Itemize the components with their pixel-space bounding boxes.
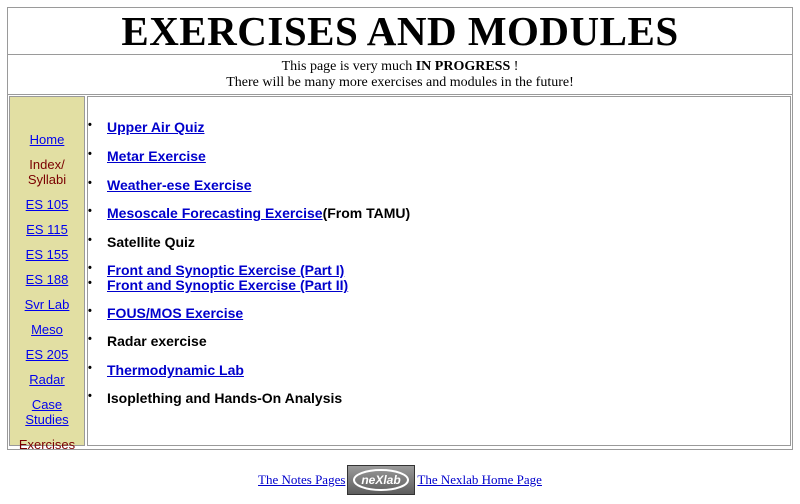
bullet-icon: • [88,390,92,402]
sidebar-item-index: Index/ [29,157,65,172]
exercise-link-mesoscale[interactable]: Mesoscale Forecasting Exercise [107,205,323,221]
exercise-item-isoplething: Isoplething and Hands-On Analysis [107,390,343,406]
bullet-icon: • [88,119,92,131]
page-title: EXERCISES AND MODULES [121,8,679,54]
exercise-link-front-part2[interactable]: Front and Synoptic Exercise (Part II) [107,277,349,293]
exercise-link-metar[interactable]: Metar Exercise [107,148,206,164]
exercise-link-fous-mos[interactable]: FOUS/MOS Exercise [107,305,244,321]
exercise-suffix: (From TAMU) [322,205,411,221]
exercise-link-upper-air-quiz[interactable]: Upper Air Quiz [107,119,205,135]
sidebar-item-svr-lab[interactable]: Svr Lab [24,297,70,312]
bullet-icon: • [88,362,92,374]
bullet-icon: • [88,277,92,289]
bullet-icon: • [88,177,92,189]
body-row [8,95,792,452]
sidebar-item-es105[interactable]: ES 105 [25,197,69,212]
notes-pages-link[interactable]: The Notes Pages [258,472,346,487]
bullet-icon: • [88,262,92,274]
notice-suffix: ! [510,58,519,74]
title-cell [8,8,792,55]
nexlab-home-link[interactable]: The Nexlab Home Page [417,472,542,487]
exercise-link-weather-ese[interactable]: Weather-ese Exercise [107,177,252,193]
exercise-item-radar: Radar exercise [107,333,207,349]
sidebar-item-radar[interactable]: Radar [29,372,65,387]
logo-text: neXlab [361,473,402,487]
bullet-icon: • [88,234,92,246]
sidebar-item-exercises: Exercises [18,437,76,452]
sidebar-item-case-studies[interactable]: Case Studies [25,397,69,427]
page-frame [7,7,793,450]
sidebar-item-es115[interactable]: ES 115 [26,222,68,237]
nexlab-logo[interactable] [347,465,415,495]
exercise-item-mesoscale [107,205,410,221]
sidebar-item-home[interactable]: Home [29,132,65,147]
sidebar-item-es188[interactable]: ES 188 [25,272,69,287]
notice-bold: IN PROGRESS [415,58,511,74]
bullet-icon: • [88,205,92,217]
exercise-item-satellite-quiz: Satellite Quiz [107,234,195,250]
exercise-link-front-part1[interactable]: Front and Synoptic Exercise (Part I) [107,262,345,278]
notice-prefix: This page is very much [281,58,416,74]
progress-notice [8,55,792,95]
sidebar-nav [9,96,85,452]
nexlab-logo-icon [351,468,411,492]
sidebar-item-es205[interactable]: ES 205 [25,347,69,362]
notice-line-1 [282,59,519,75]
sidebar-item-es155[interactable]: ES 155 [25,247,69,262]
notice-line-2: There will be many more exercises and modules in the future! [226,74,574,90]
exercise-list-panel [87,96,791,446]
sidebar-item-meso[interactable]: Meso [31,322,63,337]
sidebar-item-syllabi: Syllabi [27,172,67,187]
bullet-icon: • [88,148,92,160]
bullet-icon: • [88,333,92,345]
bullet-icon: • [88,305,92,317]
exercise-link-thermodynamic-lab[interactable]: Thermodynamic Lab [107,362,244,378]
footer [0,465,800,495]
